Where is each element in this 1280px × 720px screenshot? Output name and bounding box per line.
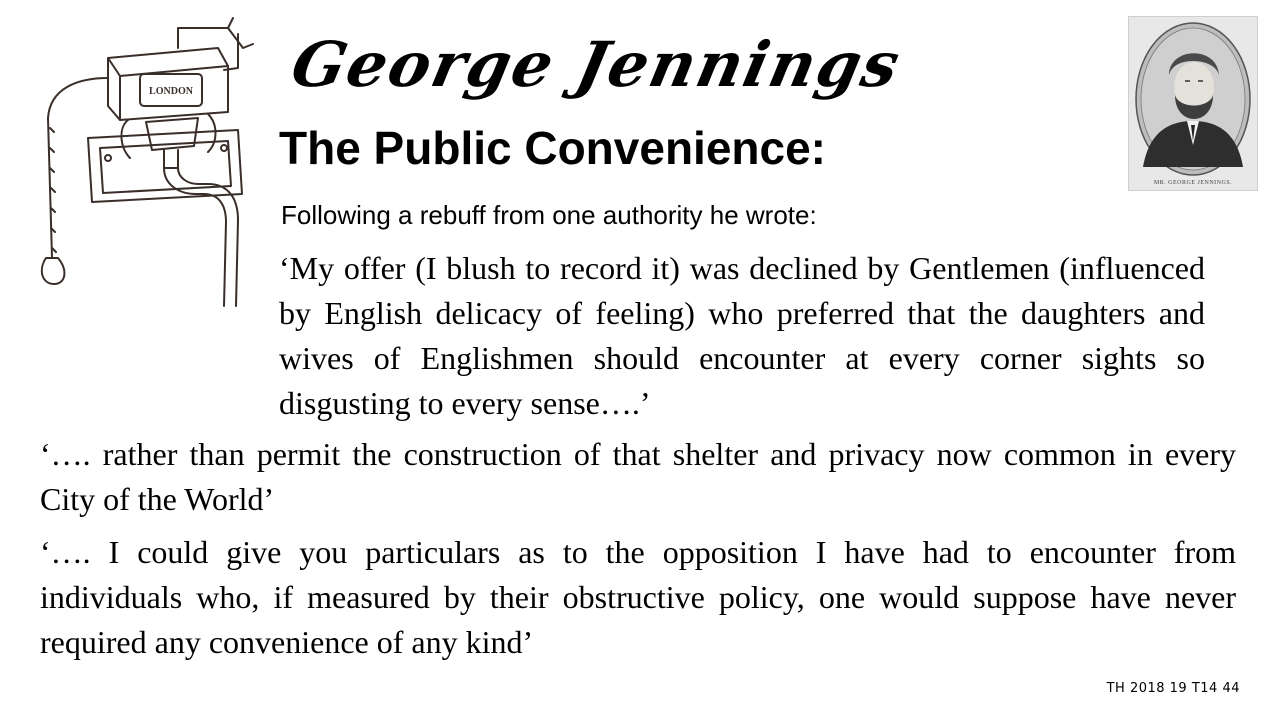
intro-text: Following a rebuff from one authority he wrote: [281, 200, 817, 230]
portrait-caption: MR. GEORGE JENNINGS. [1153, 180, 1233, 186]
slide-reference: TH 2018 19 T14 44 [1106, 681, 1240, 696]
script-title: George Jennings [285, 28, 908, 101]
page-title: The Public Convenience: [279, 122, 826, 174]
quote-paragraph-3: ‘…. I could give you particulars as to the opposition I have had to encounter from individuals who, if measured by their obstructive policy, one would suppose have never required any convenience of any kind’ [40, 534, 1236, 660]
portrait-image [1128, 16, 1258, 191]
toilet-cistern-drawing-icon [28, 8, 268, 308]
cistern-label: LONDON [149, 86, 193, 97]
quote-paragraph-2: ‘…. rather than permit the construction of that shelter and privacy now common in every City of the World’ [40, 436, 1236, 517]
quote-paragraph-1: ‘My offer (I blush to record it) was declined by Gentlemen (influenced by English delicacy of feeling) who preferred that the daughters and wives of Englishmen should encounter at every corner sights so disgusting to every sense….’ [279, 250, 1205, 421]
portrait-engraving-icon [1129, 17, 1257, 190]
